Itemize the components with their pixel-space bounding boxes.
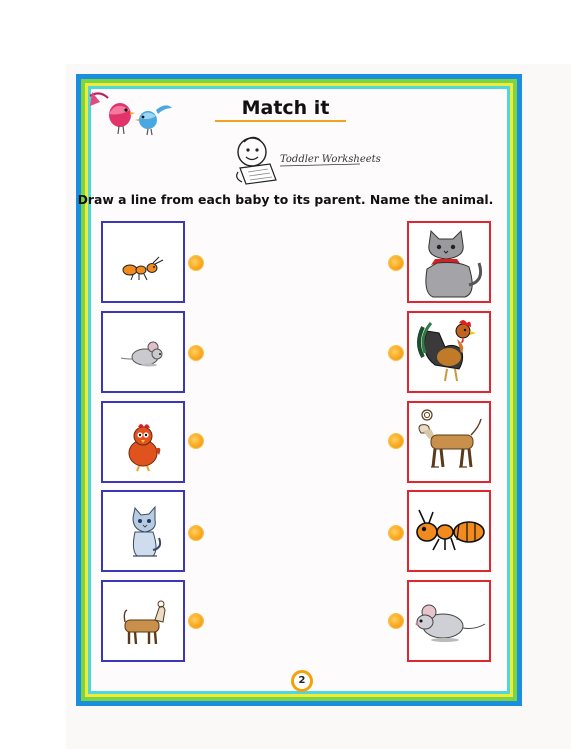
- ant-icon: [409, 492, 489, 570]
- right-match-dot-3[interactable]: [389, 434, 403, 448]
- right-card-2: [407, 311, 491, 393]
- goat-kid-icon: [103, 582, 183, 660]
- mouse-icon: [103, 313, 183, 391]
- right-card-1: [407, 221, 491, 303]
- rooster-icon: [409, 313, 489, 391]
- instruction-text: Draw a line from each baby to its parent. Name the animal.: [77, 192, 494, 207]
- right-match-dot-2[interactable]: [389, 346, 403, 360]
- right-match-dot-5[interactable]: [389, 614, 403, 628]
- left-match-dot-1[interactable]: [189, 256, 203, 270]
- ant-icon: [103, 223, 183, 301]
- left-match-dot-2[interactable]: [189, 346, 203, 360]
- toddler-worksheets-logo: [230, 132, 381, 190]
- page-title: Match it: [241, 97, 330, 119]
- left-match-dot-5[interactable]: [189, 614, 203, 628]
- left-card-4: [101, 490, 185, 572]
- left-match-dot-4[interactable]: [189, 526, 203, 540]
- right-card-5: [407, 580, 491, 662]
- page-number: 2: [291, 670, 313, 692]
- kitten-icon: [103, 492, 183, 570]
- left-card-5: [101, 580, 185, 662]
- right-card-3: [407, 401, 491, 483]
- right-match-dot-1[interactable]: [389, 256, 403, 270]
- left-card-1: [101, 221, 185, 303]
- logo-text: Toddler Worksheets: [280, 154, 381, 165]
- right-match-dot-4[interactable]: [389, 526, 403, 540]
- left-match-dot-3[interactable]: [189, 434, 203, 448]
- left-card-2: [101, 311, 185, 393]
- mouse-icon: [409, 582, 489, 660]
- chick-icon: [103, 403, 183, 481]
- right-card-4: [407, 490, 491, 572]
- goat-icon: [409, 403, 489, 481]
- title-underline: [215, 120, 346, 122]
- cat-icon: [409, 223, 489, 301]
- left-card-3: [101, 401, 185, 483]
